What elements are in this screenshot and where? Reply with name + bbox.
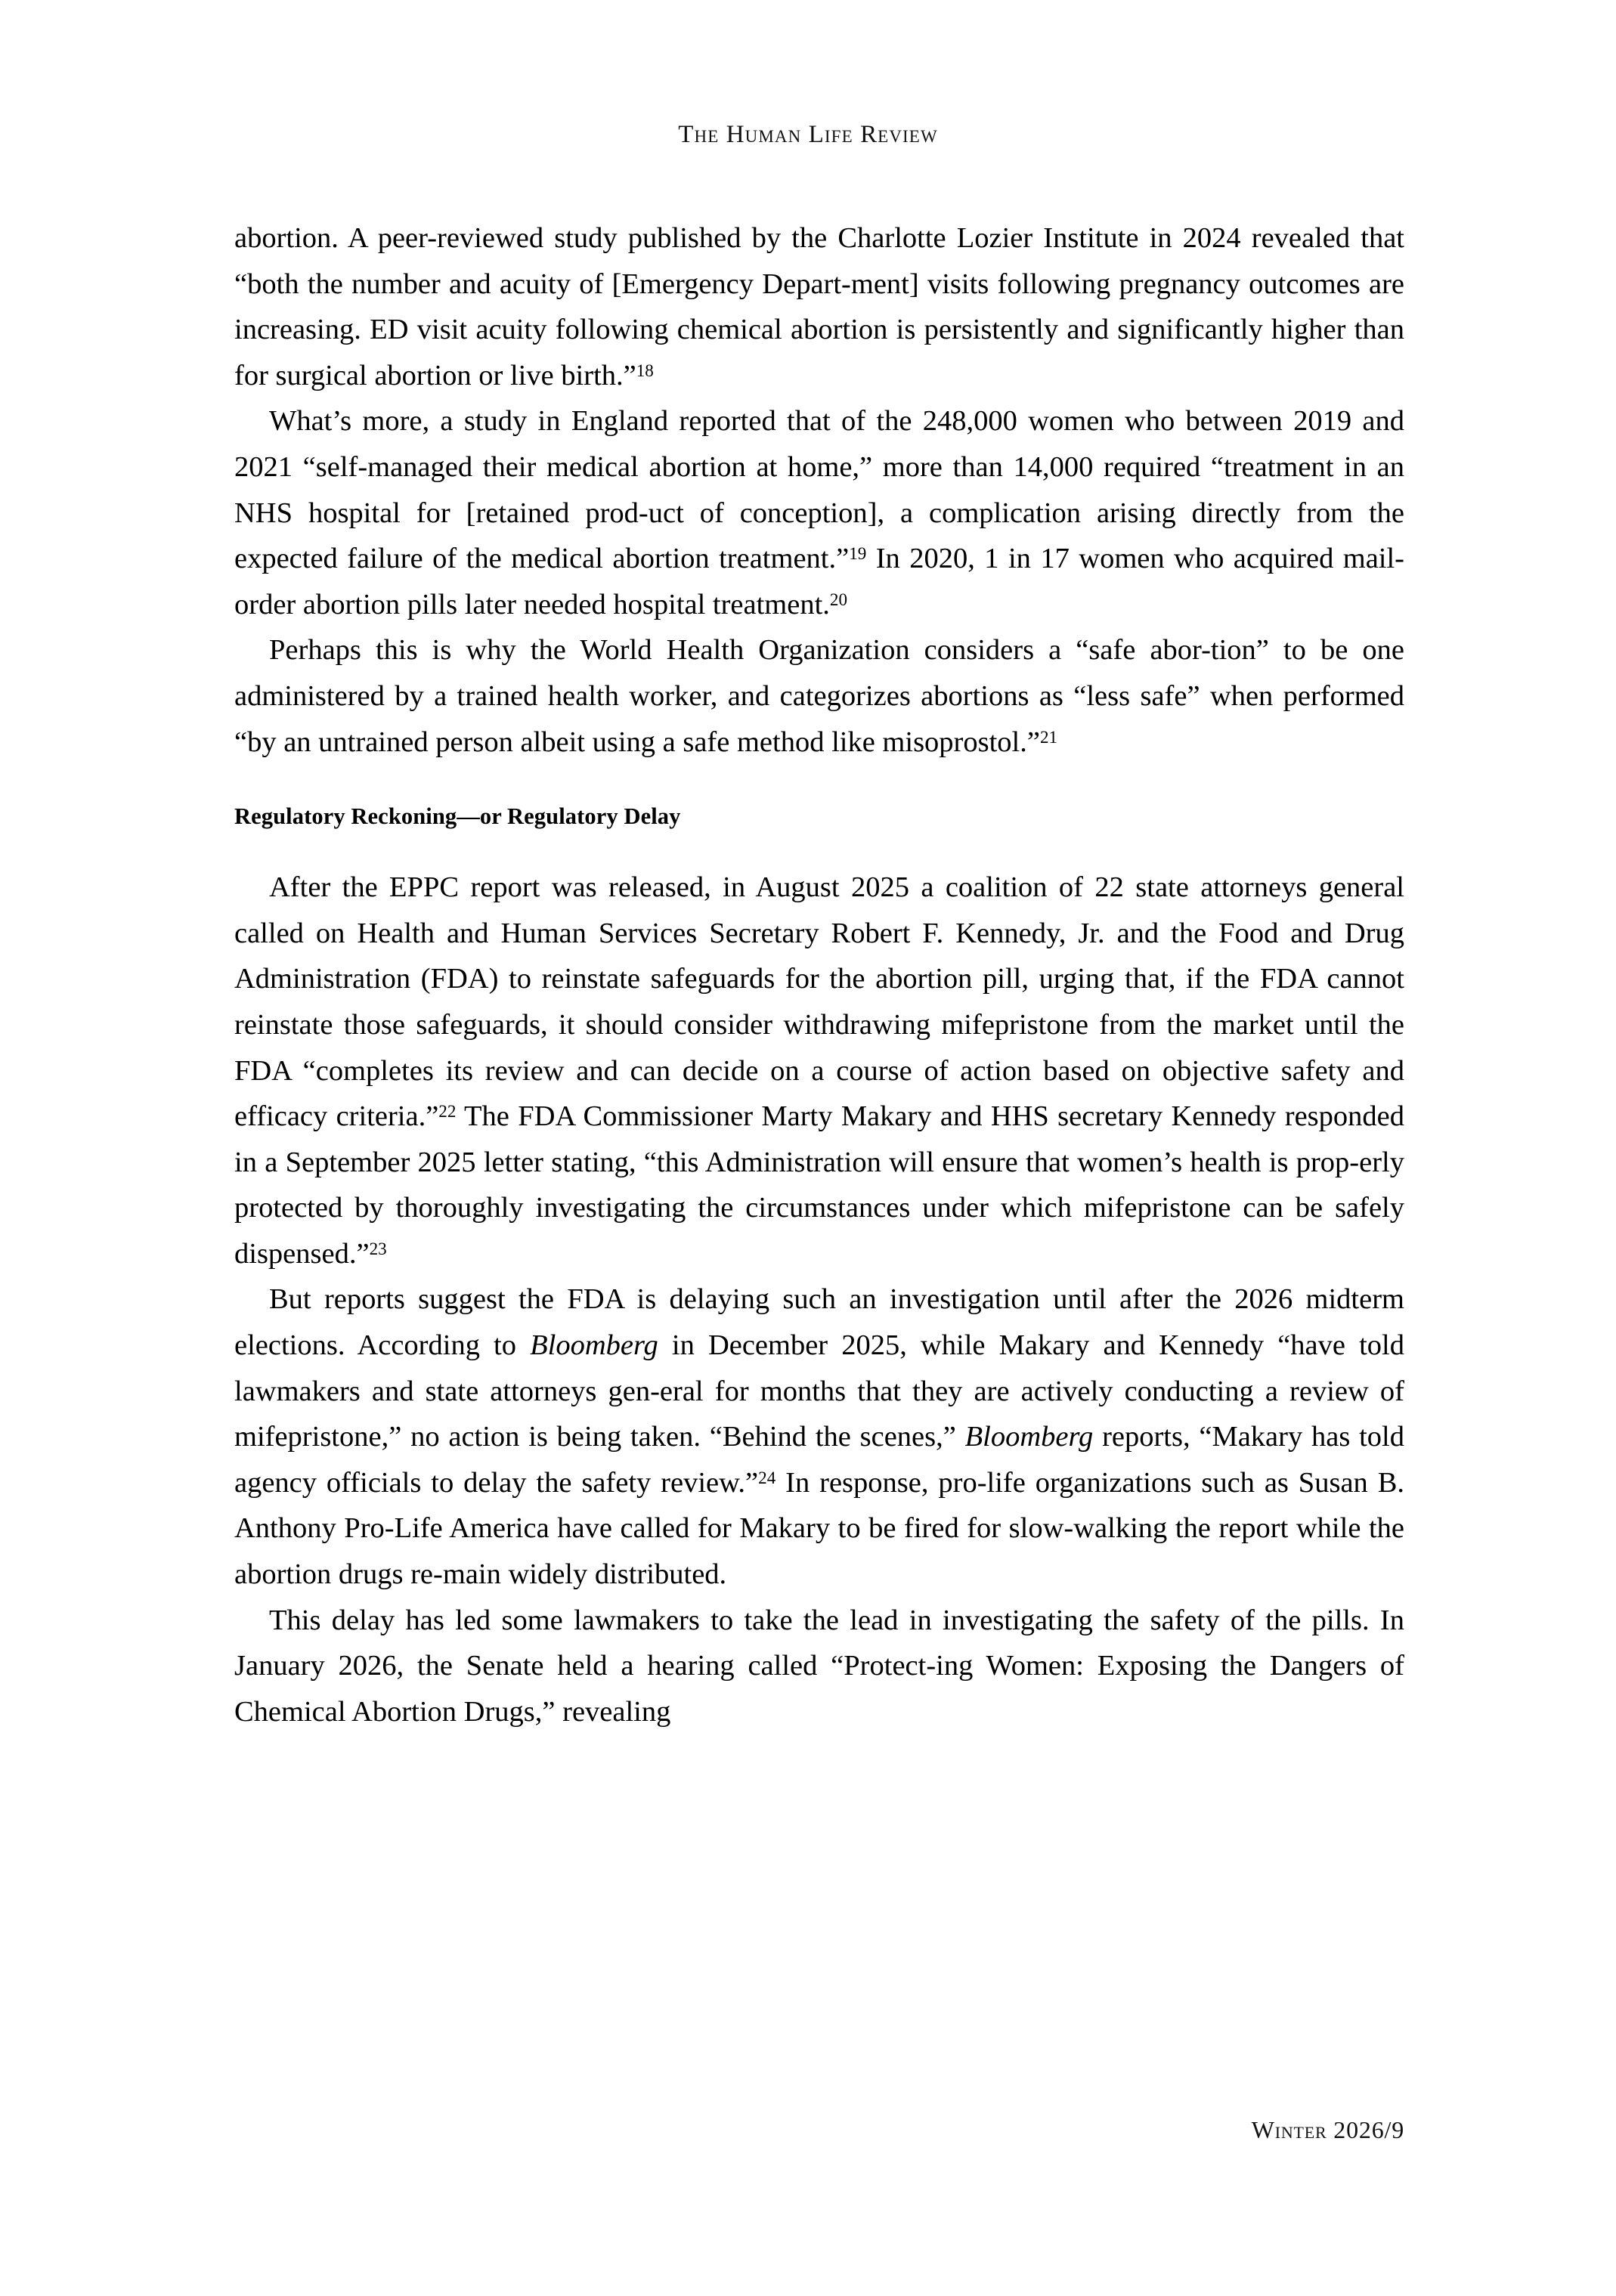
heading-spacer-above (234, 765, 1404, 800)
page-folio: Winter 2026/9 (1251, 2116, 1404, 2143)
body-text-block (234, 215, 1404, 1734)
paragraph-bloomberg-delay: But reports suggest the FDA is delaying such an investigation until after the 2026 midterm elections. According to Bloomberg in December 2025, while Makary and Kennedy “have told lawmakers and state attorneys gen-eral for months that they are actively conducting a review of mifepristone,” no action is being taken. “Behind the scenes,” Bloomberg reports, “Makary has told agency officials to delay the safety review.”$^{24}$ In response, pro-life organizations such as Susan B. Anthony Pro-Life America have called for Makary to be fired for slow-walking the report while the abortion drugs re-main widely distributed. (234, 1283, 1405, 1591)
paragraph-who-safe-abortion: Perhaps this is why the World Health Organization considers a “safe abor-tion” to be one administered by a trained health worker, and categorizes abortions as “less safe” when performed “by an untrained person albeit using a safe method like misoprostol.”$^{21}$ (234, 634, 1404, 758)
paragraph-eppc-attorneys-general: After the EPPC report was released, in August 2025 a coalition of 22 state attorneys general called on Health and Human Services Secretary Robert F. Kennedy, Jr. and the Food and Drug Administration (FDA) to reinstate safeguards for the abortion pill, urging that, if the FDA cannot reinstate those safeguards, it should consider withdrawing mifepristone from the market until the FDA “completes its review and can decide on a course of action based on objective safety and efficacy criteria.”$^{22}$ The FDA Commissioner Marty Makary and HHS secretary Kennedy responded in a September 2025 letter stating, “this Administration will ensure that women’s health is prop-erly protected by thoroughly investigating the circumstances under which mifepristone can be safely dispensed.”$^{23}$ (234, 871, 1404, 1270)
heading-spacer-below (234, 833, 1404, 865)
paragraph-england-study: What’s more, a study in England reported that of the 248,000 women who between 2019 and 2021 “self-managed their medical abortion at home,” more than 14,000 required “treatment in an NHS hospital for [retained prod-uct of conception], a complication arising directly from the expected failure of the medical abortion treatment.”$^{19}$ In 2020, 1 in 17 women who acquired mail-order abortion pills later needed hospital treatment.$^{20}$ (234, 405, 1404, 620)
running-head: The Human Life Review (678, 121, 938, 148)
section-heading-regulatory-reckoning: Regulatory Reckoning—or Regulatory Delay (234, 803, 681, 830)
paragraph-abortion-ed-visits: abortion. A peer-reviewed study published by the Charlotte Lozier Institute in 2024 revealed that “both the number and acuity of [Emergency Depart-ment] visits following pregnancy outcomes are increasing. ED visit acuity following chemical abortion is persistently and significantly higher than for surgical abortion or live birth.”$^{18}$ (234, 222, 1404, 391)
paragraph-senate-hearing: This delay has led some lawmakers to take the lead in investigating the safety of the pills. In January 2026, the Senate held a hearing called “Protect-ing Women: Exposing the Dangers of Chemical Abortion Drugs,” revealing (234, 1604, 1404, 1728)
